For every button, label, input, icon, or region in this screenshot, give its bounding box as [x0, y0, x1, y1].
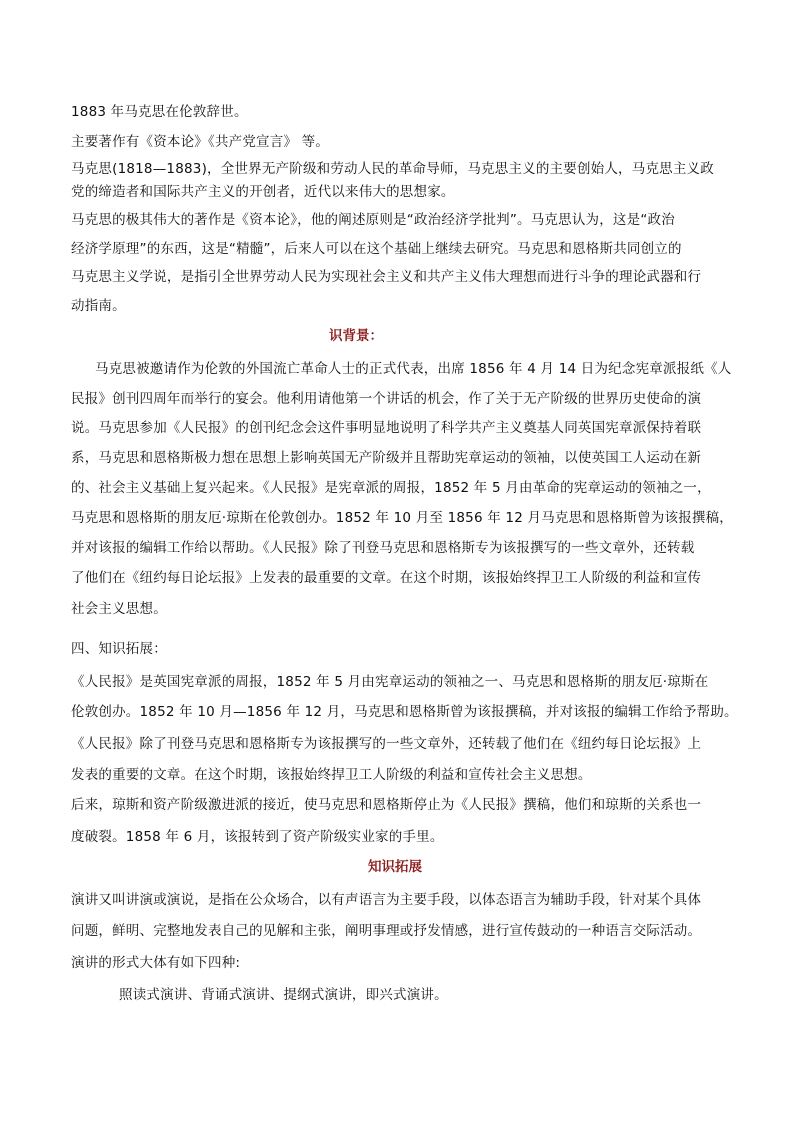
expansion-line-5: 后来，琼斯和资产阶级激进派的接近，使马克思和恩格斯停止为《人民报》撰稿，他们和琼斯的关系也一 [71, 797, 702, 813]
expansion-line-2: 伦敦创办。1852 年 10 月—1856 年 12 月，马克思和恩格斯曾为该报撰稿，并对该报的编辑工作给予帮助。 [71, 704, 738, 720]
intro-line-3: 马克思(1818—1883)，全世界无产阶级和劳动人民的革命导师，马克思主义的主要创始人，马克思主义政 [71, 161, 714, 177]
speech-line-1: 演讲又叫讲演或演说，是指在公众场合，以有声语言为主要手段，以体态语言为辅助手段，针对某个具体 [71, 892, 702, 908]
background-line-2: 民报》创刊四周年而举行的宴会。他利用请他第一个讲话的机会，作了关于无产阶级的世界历史使命的演 [71, 391, 702, 407]
background-heading: 识背景： [329, 328, 383, 344]
background-line-6: 马克思和恩格斯的朋友厄·琼斯在伦敦创办。1852 年 10 月至 1856 年 12 月马克思和恩格斯曾为该报撰稿， [71, 510, 733, 526]
speech-line-2: 问题，鲜明、完整地发表自己的见解和主张，阐明事理或抒发情感，进行宣传鼓动的一种语言交际活动。 [71, 923, 702, 939]
expansion-line-4: 发表的重要的文章。在这个时期，该报始终捍卫工人阶级的利益和宣传社会主义思想。 [71, 767, 592, 783]
speech-line-3: 演讲的形式大体有如下四种: [71, 955, 241, 971]
expansion-line-1: 《人民报》是英国宪章派的周报，1852 年 5 月由宪章运动的领袖之一、马克思和恩格斯的朋友厄·琼斯在 [71, 674, 709, 690]
expansion-line-6: 度破裂。1858 年 6 月，该报转到了资产阶级实业家的手里。 [71, 829, 444, 845]
background-line-9: 社会主义思想。 [71, 601, 167, 617]
background-line-7: 并对该报的编辑工作给以帮助。《人民报》除了刊登马克思和恩格斯专为该报撰写的一些文章外，还转载 [71, 540, 695, 556]
intro-line-5: 马克思的极其伟大的著作是《资本论》，他的阐述原则是“政治经济学批判”。马克思认为，这是“政治 [71, 212, 675, 228]
intro-line-4: 党的缔造者和国际共产主义的开创者，近代以来伟大的思想家。 [71, 184, 455, 200]
background-line-8: 了他们在《纽约每日论坛报》上发表的最重要的文章。在这个时期，该报始终捍卫工人阶级的利益和宣传 [71, 570, 702, 586]
intro-line-8: 动指南。 [71, 298, 126, 314]
intro-line-2: 主要著作有《资本论》《共产党宣言》 等。 [71, 134, 330, 150]
intro-line-7: 马克思主义学说，是指引全世界劳动人民为实现社会主义和共产主义伟大理想而进行斗争的理论武器和行 [71, 269, 702, 285]
background-line-1: 马克思被邀请作为伦敦的外国流亡革命人士的正式代表，出席 1856 年 4 月 14 日为纪念宪章派报纸《人 [95, 361, 732, 377]
speech-forms-line: 照读式演讲、背诵式演讲、提纲式演讲，即兴式演讲。 [119, 987, 448, 1003]
background-line-4: 系，马克思和恩格斯极力想在思想上影响英国无产阶级并且帮助宪章运动的领袖，以使英国工人运动在新 [71, 450, 702, 466]
intro-line-6: 经济学原理”的东西，这是“精髓”，后来人可以在这个基础上继续去研究。马克思和恩格斯共同创立的 [71, 241, 682, 257]
background-line-3: 说。马克思参加《人民报》的创刊纪念会这件事明显地说明了科学共产主义奠基人同英国宪章派保持着联 [71, 420, 702, 436]
speech-heading: 知识拓展 [368, 859, 422, 875]
background-line-5: 的、社会主义基础上复兴起来。《人民报》是宪章派的周报，1852 年 5 月由革命的宪章运动的领袖之一， [71, 480, 711, 496]
expansion-line-3: 《人民报》除了刊登马克思和恩格斯专为该报撰写的一些文章外，还转载了他们在《纽约每日论坛报》上 [71, 736, 702, 752]
intro-line-1: 1883 年马克思在伦敦辞世。 [71, 104, 248, 120]
expansion-heading: 四、知识拓展： [71, 641, 167, 657]
